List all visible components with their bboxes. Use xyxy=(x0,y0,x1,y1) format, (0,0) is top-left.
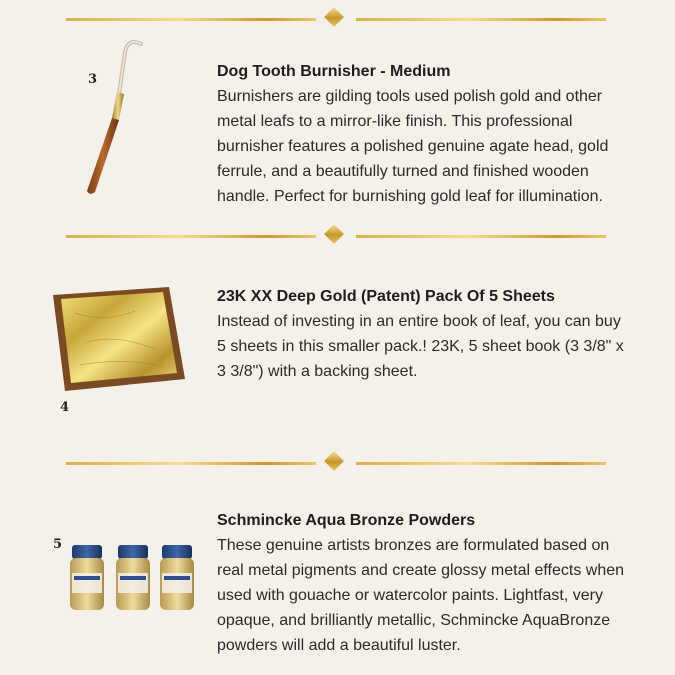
item-description-block xyxy=(217,59,627,209)
item-title: Dog Tooth Burnisher - Medium xyxy=(217,63,451,80)
item-description: Burnishers are gilding tools used polish gold and other metal leafs to a mirror-like finish. This professional burnisher features a polished genuine agate head, gold ferrule, and a beautifully turned and finished wooden handle. Perfect for burnishing gold leaf for illumination. xyxy=(217,88,609,205)
burnisher-tool-image xyxy=(75,38,155,198)
bronze-powder-jars-image xyxy=(66,543,198,615)
gold-divider-lower xyxy=(66,453,606,473)
item-number: 3 xyxy=(88,72,98,87)
item-description: Instead of investing in an entire book of leaf, you can buy 5 sheets in this smaller pack.! 23K, 5 sheet book (3 3/8" x 3 3/8") with a backing sheet. xyxy=(217,313,624,380)
item-description: These genuine artists bronzes are formulated based on real metal pigments and create glossy metal effects when used with gouache or watercolor paints. Lightfast, very opaque, and brilliantly metallic, Schmincke AquaBronze powders will add a beautiful luster. xyxy=(217,537,625,654)
item-number: 4 xyxy=(60,400,70,415)
diamond-ornament-icon xyxy=(324,451,344,471)
gold-leaf-sheet-image xyxy=(45,283,190,395)
gold-divider-middle xyxy=(66,226,606,246)
diamond-ornament-icon xyxy=(324,7,344,27)
gold-divider-top xyxy=(66,9,606,29)
item-title: Schmincke Aqua Bronze Powders xyxy=(217,512,476,529)
item-number: 5 xyxy=(53,537,63,552)
item-description-block xyxy=(217,508,627,658)
item-title: 23K XX Deep Gold (Patent) Pack Of 5 Sheets xyxy=(217,288,555,305)
diamond-ornament-icon xyxy=(324,224,344,244)
item-description-block xyxy=(217,284,627,384)
